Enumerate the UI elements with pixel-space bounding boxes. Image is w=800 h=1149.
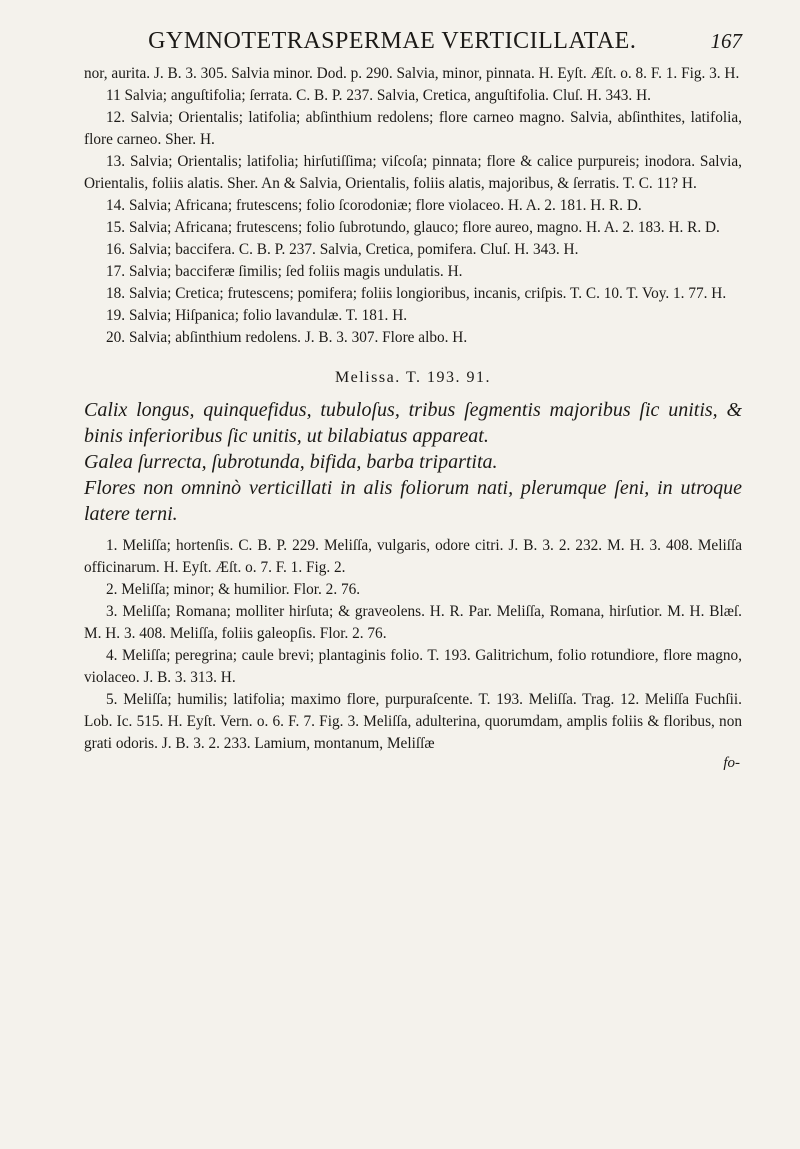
running-head [84,28,742,55]
genus-diagnosis [84,397,742,527]
melissa-entries [84,535,742,755]
salvia-entry: 20. Salvia; abſinthium redolens. J. B. 3. 307. Flore albo. H. [106,329,468,346]
salvia-entry: nor, aurita. J. B. 3. 305. Salvia minor. Dod. p. 290. Salvia, minor, pinnata. H. Eyſt. Æſt. o. 8. F. 1. Fig. 3. H. [84,65,740,82]
salvia-entry: 17. Salvia; bacciferæ ſimilis; ſed foliis magis undulatis. H. [106,263,463,280]
page-number: 167 [710,29,742,53]
salvia-entries [84,63,742,349]
salvia-entry: 14. Salvia; Africana; frutescens; folio ſcorodoniæ; flore violaceo. H. A. 2. 181. H. R. D. [106,197,642,214]
melissa-entry: 5. Meliſſa; humilis; latifolia; maximo flore, purpuraſcente. T. 193. Meliſſa. Trag. 12. Meliſſa Fuchſii. Lob. Ic. 515. H. Eyſt. Vern. o. 6. F. 7. Fig. 3. Meliſſa, adulterina, quorumdam, amplis foliis & floribus, non grati odoris. J. B. 3. 2. 233. Lamium, montanum, Meliſſæ [84,691,742,752]
salvia-entry: 11 Salvia; anguſtifolia; ſerrata. C. B. P. 237. Salvia, Cretica, anguſtifolia. Cluſ. H. 343. H. [106,87,651,104]
melissa-entry: 3. Meliſſa; Romana; molliter hirſuta; & graveolens. H. R. Par. Meliſſa, Romana, hirſutior. M. H. Blæſ. M. H. 3. 408. Meliſſa, foliis galeopſis. Flor. 2. 76. [84,603,742,642]
running-title: GYMNOTETRASPERMAE VERTICILLATAE. [148,28,637,54]
genus-heading: Melissa. T. 193. 91. [334,369,492,386]
salvia-entry: 16. Salvia; baccifera. C. B. P. 237. Salvia, Cretica, pomifera. Cluſ. H. 343. H. [106,241,579,258]
salvia-entry: 12. Salvia; Orientalis; latifolia; abſinthium redolens; flore carneo magno. Salvia, abſinthites, latifolia, flore carneo. Sher. H. [84,109,742,148]
melissa-entry: 1. Meliſſa; hortenſis. C. B. P. 229. Meliſſa, vulgaris, odore citri. J. B. 3. 2. 232. M. H. 3. 408. Meliſſa officinarum. H. Eyſt. Æſt. o. 7. F. 1. Fig. 2. [84,537,742,576]
diagnosis-paragraph: Flores non omninò verticillati in alis foliorum nati, plerumque ſeni, in utroque latere terni. [84,477,742,525]
salvia-entry: 15. Salvia; Africana; frutescens; folio ſubrotundo, glauco; flore aureo, magno. H. A. 2. 183. H. R. D. [106,219,720,236]
diagnosis-paragraph: Calix longus, quinquefidus, tubuloſus, tribus ſegmentis majoribus ſic unitis, & binis inferioribus ſic unitis, ut bilabiatus appareat. [84,399,742,447]
melissa-entry: 4. Meliſſa; peregrina; caule brevi; plantaginis folio. T. 193. Galitrichum, folio rotundiore, flore magno, violaceo. J. B. 3. 313. H. [84,647,742,686]
salvia-entry: 19. Salvia; Hiſpanica; folio lavandulæ. T. 181. H. [106,307,408,324]
salvia-entry: 13. Salvia; Orientalis; latifolia; hirſutiſſima; viſcoſa; pinnata; flore & calice purpureis; inodora. Salvia, Orientalis, foliis alatis. Sher. An & Salvia, Orientalis, foliis alatis, majoribus, & ſerratis. T. C. 11? H. [84,153,742,192]
diagnosis-paragraph: Galea ſurrecta, ſubrotunda, bifida, barba tripartita. [84,451,498,473]
catchword: fo- [723,755,740,771]
salvia-entry: 18. Salvia; Cretica; frutescens; pomifera; foliis longioribus, incanis, criſpis. T. C. 10. T. Voy. 1. 77. H. [106,285,727,302]
melissa-entry: 2. Meliſſa; minor; & humilior. Flor. 2. 76. [106,581,361,598]
